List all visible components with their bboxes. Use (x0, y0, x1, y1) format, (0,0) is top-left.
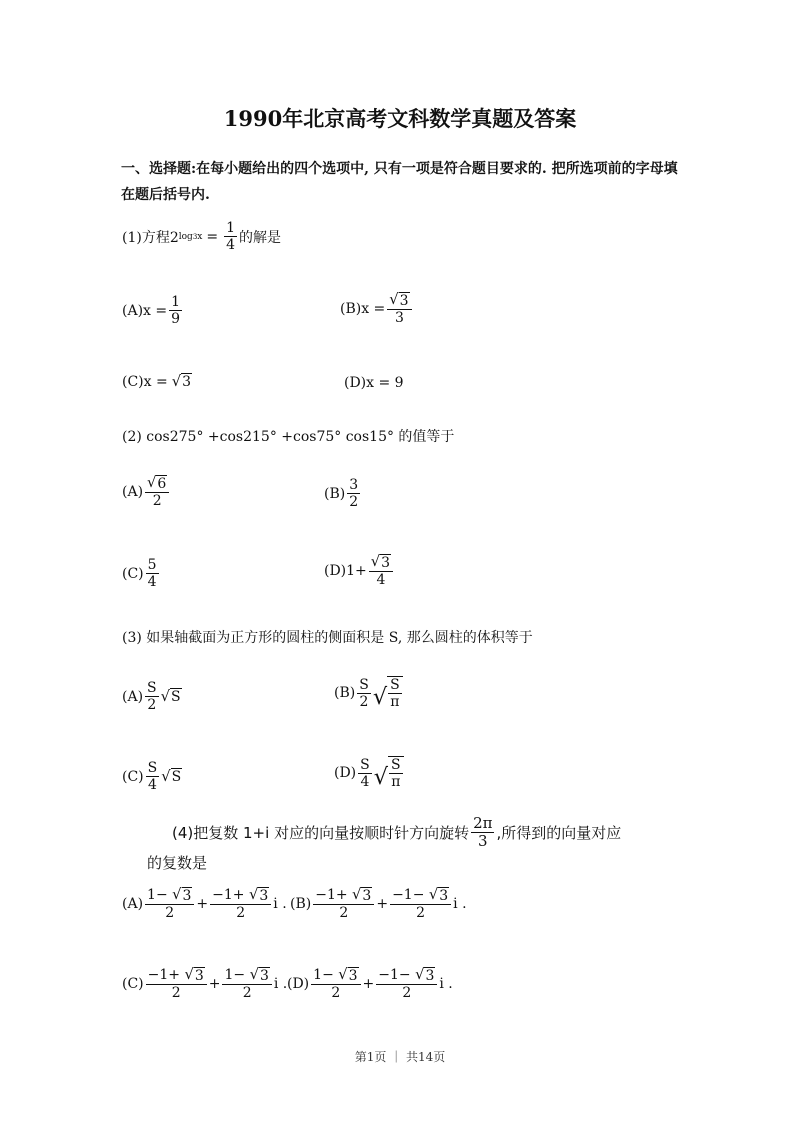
question-3-stem: (3) 如果轴截面为正方形的圆柱的侧面积是 S, 那么圆柱的体积等于 (122, 630, 533, 646)
question-4-stem (172, 815, 621, 851)
q1-option-b: (B)x = √ 3 3 (340, 292, 414, 326)
instructions-line-2: 在题后括号内. (121, 187, 210, 203)
q4-option-c: (C) −1+ √ 3 2 + 1− √ 3 2 i . (122, 966, 288, 1002)
q2-option-b: (B) $\frac{3}{2}$ (324, 477, 359, 511)
q3-option-a: (A) $\frac{S}{2}$ √ S (122, 680, 181, 714)
question-4-stem-line2: 的复数是 (147, 854, 208, 872)
q4-option-d: (D) 1− √ 3 2 + −1− √ 3 2 i . (287, 966, 453, 1002)
q1-stem-prefix: (1)方程2 (122, 229, 179, 246)
q1-equals: = (206, 228, 219, 245)
instructions-line-1: 一、选择题:在每小题给出的四个选项中, 只有一项是符合题目要求的. 把所选项前的字母填 (121, 161, 678, 177)
q2-option-a: (A) √ 6 2 (122, 475, 171, 509)
q1-option-a: (A)x = $\frac{1}{9}$ (122, 294, 181, 328)
q3-option-d: (D) $\frac{S}{4}$ √ $\frac{S}{\pi}$ (334, 756, 404, 790)
q1-option-d: (D)x = 9 (344, 375, 404, 391)
page-title: 1990年北京高考文科数学真题及答案 (223, 106, 577, 131)
q4-option-a: (A) 1− √ 3 2 + −1+ √ 3 2 i . (122, 886, 287, 922)
question-1-stem (122, 220, 281, 253)
section-instructions (121, 156, 678, 208)
q2-option-d: (D)1+ √ 3 4 (324, 554, 395, 588)
q1-exponent: log3x (178, 231, 203, 242)
question-2-stem: (2) cos275° +cos215° +cos75° cos15° 的值等于 (122, 429, 455, 445)
q4-fraction: $\frac{2\pi}{3}$ (473, 814, 493, 851)
q2-option-c: (C) $\frac{5}{4}$ (122, 557, 157, 591)
q4-stem-part2: ,所得到的向量对应 (496, 824, 622, 843)
page-footer: 第1页 ｜ 共14页 (354, 1050, 446, 1064)
q1-option-c: (C)x = √ 3 (122, 373, 191, 390)
q3-option-b: (B) $\frac{S}{2}$ √ $\frac{S}{\pi}$ (334, 676, 403, 710)
q1-fraction: $\frac{1}{4}$ (226, 220, 236, 254)
q1-stem-suffix: 的解是 (239, 229, 282, 246)
q4-option-b: (B) −1+ √ 3 2 + −1− √ 3 2 i . (290, 886, 467, 922)
q4-stem-part1: (4)把复数 1+i 对应的向量按顺时针方向旋转 (172, 824, 470, 843)
q3-option-c: (C) $\frac{S}{4}$ √ S (122, 760, 182, 794)
